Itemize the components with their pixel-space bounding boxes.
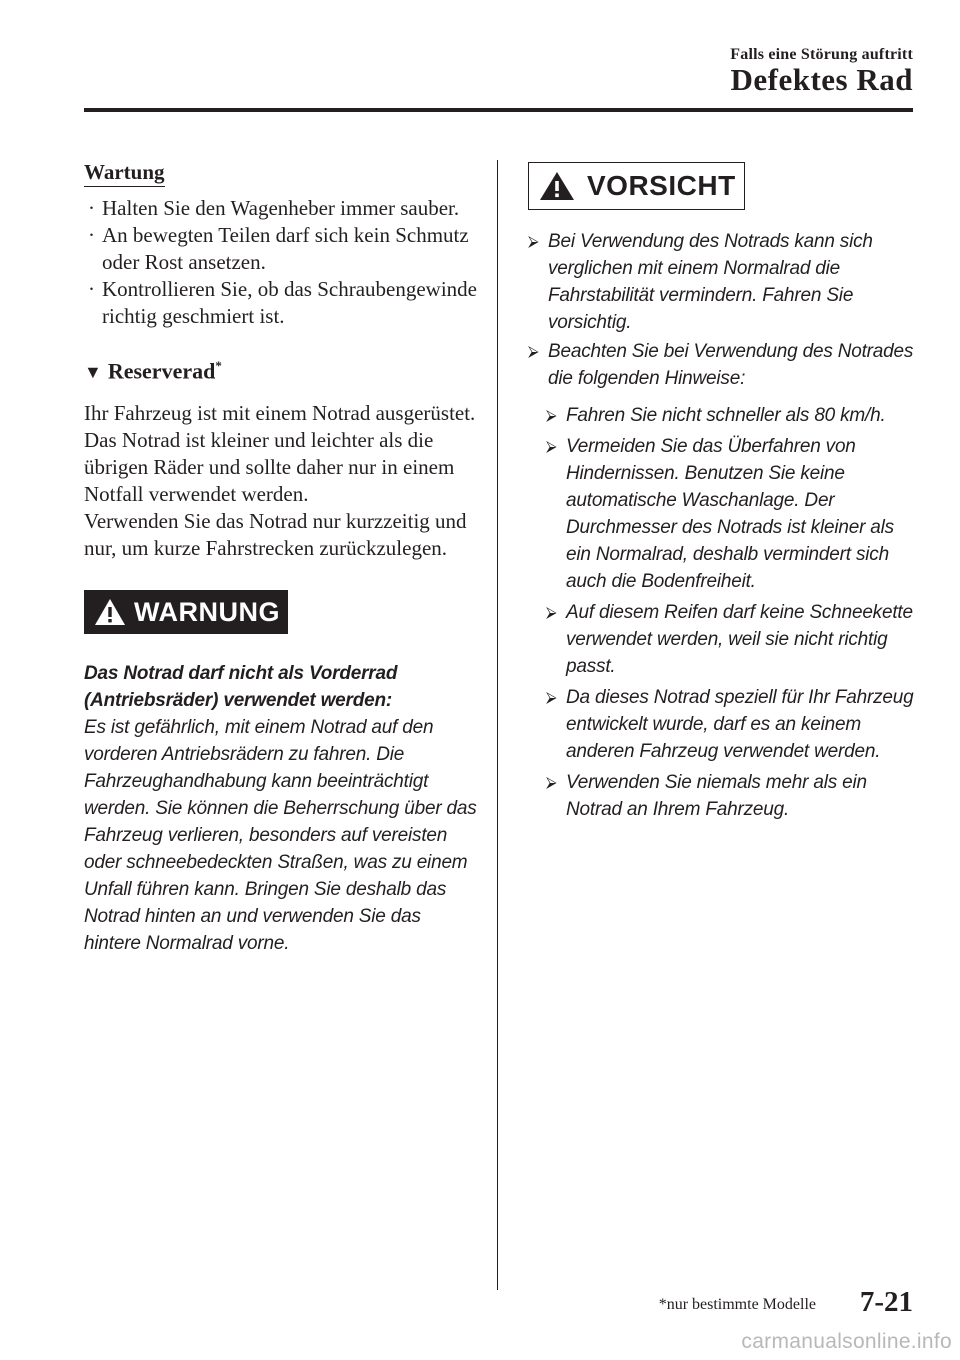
list-item: · Kontrollieren Sie, ob das Schraubengewinde richtig geschmiert ist. [88, 277, 477, 328]
arrow-bullet-icon: ⮚ [546, 689, 557, 706]
maintenance-list [84, 195, 479, 330]
warning-title: Das Notrad darf nicht als Vorderrad (Antriebsräder) verwendet werden: [84, 663, 398, 712]
warning-text [84, 660, 479, 957]
arrow-bullet-icon: ⮚ [528, 343, 539, 360]
caution-list [528, 228, 923, 823]
maintenance-heading: Wartung [84, 158, 165, 187]
section-heading-spare [84, 352, 479, 386]
page-title: Defektes Rad [730, 62, 913, 97]
list-item: ⮚ Bei Verwendung des Notrads kann sich verglichen mit einem Normalrad die Fahrstabilität vermindern. Fahren Sie vorsichtig. [528, 228, 923, 336]
header-rule [84, 108, 913, 112]
footnote-marker: * [215, 358, 222, 373]
paragraph: Ihr Fahrzeug ist mit einem Notrad ausgerüstet. [84, 401, 476, 426]
warning-body: Es ist gefährlich, mit einem Notrad auf den vorderen Antriebsrädern zu fahren. Die Fahrzeughandhabung kann beeinträchtigt werden. Sie können die Beherrschung über das Fahrzeug verlieren, besonders auf vereisten oder schneebedeckten Straßen, was zu einem Unfall führen kann. Bringen Sie deshalb das Notrad hinten an und verwenden Sie das hintere Normalrad vorne. [84, 717, 477, 955]
bullet-icon: · [88, 223, 95, 247]
triangle-down-icon: ▼ [84, 362, 102, 383]
arrow-bullet-icon: ⮚ [546, 438, 557, 455]
warning-badge [84, 590, 288, 634]
spare-description [84, 400, 479, 562]
arrow-bullet-icon: ⮚ [546, 407, 557, 424]
caution-badge [528, 162, 745, 210]
left-column [84, 158, 479, 957]
chapter-label: Falls eine Störung auftritt [730, 46, 913, 63]
warning-label: WARNUNG [134, 596, 280, 627]
list-item: ⮚ Fahren Sie nicht schneller als 80 km/h. [546, 402, 923, 429]
section-heading-text: Reserverad [107, 358, 216, 384]
bullet-icon: · [88, 277, 95, 301]
list-item: · Halten Sie den Wagenheber immer sauber. [88, 196, 460, 220]
paragraph: Das Notrad ist kleiner und leichter als die übrigen Räder und sollte daher nur in einem Notfall verwendet werden. [84, 428, 455, 507]
warning-box [84, 590, 298, 634]
list-item: ⮚ Da dieses Notrad speziell für Ihr Fahrzeug entwickelt wurde, darf es an keinem anderen Fahrzeug verwendet werden. [546, 684, 923, 765]
list-item: ⮚ Vermeiden Sie das Überfahren von Hindernissen. Benutzen Sie keine automatische Waschanlage. Der Durchmesser des Notrads ist kleiner als ein Normalrad, deshalb vermindert sich auch die Bodenfreiheit. [546, 433, 923, 595]
right-column [528, 162, 923, 827]
list-item: ⮚ Auf diesem Reifen darf keine Schneekette verwendet werden, weil sie nicht richtig passt. [546, 599, 923, 680]
arrow-bullet-icon: ⮚ [546, 774, 557, 791]
caution-sublist [528, 402, 923, 823]
watermark: carmanualsonline.info [741, 1330, 952, 1353]
column-divider [497, 160, 498, 1290]
footnote: *nur bestimmte Modelle [658, 1296, 816, 1313]
list-item: ⮚ Beachten Sie bei Verwendung des Notrades die folgenden Hinweise: [528, 338, 923, 392]
list-item: ⮚ Verwenden Sie niemals mehr als ein Notrad an Ihrem Fahrzeug. [546, 769, 923, 823]
arrow-bullet-icon: ⮚ [546, 604, 557, 621]
caution-label: VORSICHT [587, 170, 736, 201]
list-item: · An bewegten Teilen darf sich kein Schmutz oder Rost ansetzen. [88, 223, 469, 274]
warning-triangle-icon [539, 171, 575, 201]
arrow-bullet-icon: ⮚ [528, 233, 539, 250]
bullet-icon: · [88, 196, 95, 220]
page-number: 7-21 [859, 1286, 913, 1318]
paragraph: Verwenden Sie das Notrad nur kurzzeitig und nur, um kurze Fahrstrecken zurückzulegen. [84, 509, 467, 561]
warning-triangle-icon [94, 598, 126, 626]
